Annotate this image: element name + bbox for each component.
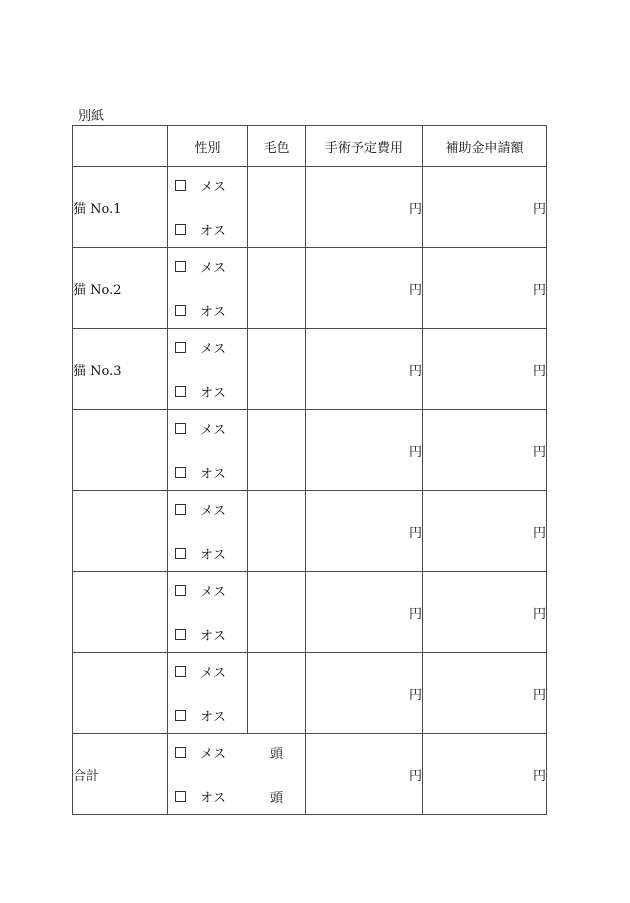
male-checkbox[interactable] bbox=[175, 467, 186, 478]
total-row bbox=[73, 734, 547, 815]
male-label: オス bbox=[200, 790, 226, 806]
male-checkbox[interactable] bbox=[175, 791, 186, 802]
cat-name-cell[interactable]: 猫 No.3 bbox=[73, 329, 168, 410]
total-subsidy-amount-cell[interactable]: 円 bbox=[423, 734, 547, 815]
total-label: 合計 bbox=[73, 734, 168, 815]
cat-name-cell[interactable]: 猫 No.2 bbox=[73, 248, 168, 329]
female-checkbox[interactable] bbox=[175, 747, 186, 758]
coat-color-cell[interactable] bbox=[248, 329, 306, 410]
cat-name-cell[interactable] bbox=[73, 653, 168, 734]
header-surgery-cost: 手術予定費用 bbox=[306, 126, 423, 167]
coat-color-cell[interactable] bbox=[248, 410, 306, 491]
surgery-cost-cell[interactable]: 円 bbox=[306, 491, 423, 572]
surgery-cost-cell[interactable]: 円 bbox=[306, 248, 423, 329]
female-label: メス bbox=[200, 584, 227, 600]
head-unit: 頭 bbox=[269, 746, 283, 762]
sex-cell bbox=[168, 329, 248, 410]
cat-row bbox=[73, 329, 547, 410]
total-sex-count-cell bbox=[168, 734, 306, 815]
male-label: オス bbox=[200, 628, 226, 644]
female-label: メス bbox=[200, 179, 227, 195]
subsidy-amount-cell[interactable]: 円 bbox=[423, 248, 547, 329]
surgery-cost-cell[interactable]: 円 bbox=[306, 329, 423, 410]
sex-cell bbox=[168, 653, 248, 734]
header-coat-color: 毛色 bbox=[248, 126, 306, 167]
cat-surgery-table bbox=[72, 125, 547, 815]
cat-name-cell[interactable] bbox=[73, 410, 168, 491]
surgery-cost-cell[interactable]: 円 bbox=[306, 167, 423, 248]
subsidy-amount-cell[interactable]: 円 bbox=[423, 572, 547, 653]
female-checkbox[interactable] bbox=[175, 666, 186, 677]
male-checkbox[interactable] bbox=[175, 710, 186, 721]
female-label: メス bbox=[200, 665, 227, 681]
header-sex: 性別 bbox=[168, 126, 248, 167]
attachment-label: 別紙 bbox=[78, 109, 105, 124]
cat-name-cell[interactable] bbox=[73, 491, 168, 572]
coat-color-cell[interactable] bbox=[248, 248, 306, 329]
sex-cell bbox=[168, 248, 248, 329]
header-subsidy-amount: 補助金申請額 bbox=[423, 126, 547, 167]
male-checkbox[interactable] bbox=[175, 386, 186, 397]
cat-row bbox=[73, 410, 547, 491]
male-checkbox[interactable] bbox=[175, 305, 186, 316]
female-label: メス bbox=[200, 260, 227, 276]
total-surgery-cost-cell[interactable]: 円 bbox=[306, 734, 423, 815]
male-label: オス bbox=[200, 709, 226, 725]
cat-row bbox=[73, 491, 547, 572]
subsidy-amount-cell[interactable]: 円 bbox=[423, 653, 547, 734]
cat-row bbox=[73, 653, 547, 734]
male-label: オス bbox=[200, 223, 226, 239]
subsidy-amount-cell[interactable]: 円 bbox=[423, 167, 547, 248]
sex-cell bbox=[168, 410, 248, 491]
female-label: メス bbox=[200, 341, 227, 357]
male-checkbox[interactable] bbox=[175, 224, 186, 235]
subsidy-amount-cell[interactable]: 円 bbox=[423, 491, 547, 572]
header-cat bbox=[73, 126, 168, 167]
header-row bbox=[73, 126, 547, 167]
coat-color-cell[interactable] bbox=[248, 167, 306, 248]
cat-row bbox=[73, 167, 547, 248]
surgery-cost-cell[interactable]: 円 bbox=[306, 572, 423, 653]
male-checkbox[interactable] bbox=[175, 548, 186, 559]
sex-cell bbox=[168, 572, 248, 653]
coat-color-cell[interactable] bbox=[248, 491, 306, 572]
female-checkbox[interactable] bbox=[175, 504, 186, 515]
cat-row bbox=[73, 248, 547, 329]
surgery-cost-cell[interactable]: 円 bbox=[306, 653, 423, 734]
cat-name-cell[interactable]: 猫 No.1 bbox=[73, 167, 168, 248]
subsidy-amount-cell[interactable]: 円 bbox=[423, 329, 547, 410]
male-label: オス bbox=[200, 547, 226, 563]
cat-row bbox=[73, 572, 547, 653]
sex-cell bbox=[168, 491, 248, 572]
coat-color-cell[interactable] bbox=[248, 572, 306, 653]
male-label: オス bbox=[200, 385, 226, 401]
female-label: メス bbox=[200, 746, 227, 762]
surgery-cost-cell[interactable]: 円 bbox=[306, 410, 423, 491]
female-label: メス bbox=[200, 422, 227, 438]
female-checkbox[interactable] bbox=[175, 423, 186, 434]
female-checkbox[interactable] bbox=[175, 342, 186, 353]
subsidy-amount-cell[interactable]: 円 bbox=[423, 410, 547, 491]
male-checkbox[interactable] bbox=[175, 629, 186, 640]
sex-cell bbox=[168, 167, 248, 248]
coat-color-cell[interactable] bbox=[248, 653, 306, 734]
cat-name-cell[interactable] bbox=[73, 572, 168, 653]
male-label: オス bbox=[200, 466, 226, 482]
male-label: オス bbox=[200, 304, 226, 320]
female-checkbox[interactable] bbox=[175, 585, 186, 596]
female-checkbox[interactable] bbox=[175, 261, 186, 272]
head-unit: 頭 bbox=[269, 790, 283, 806]
female-checkbox[interactable] bbox=[175, 180, 186, 191]
female-label: メス bbox=[200, 503, 227, 519]
